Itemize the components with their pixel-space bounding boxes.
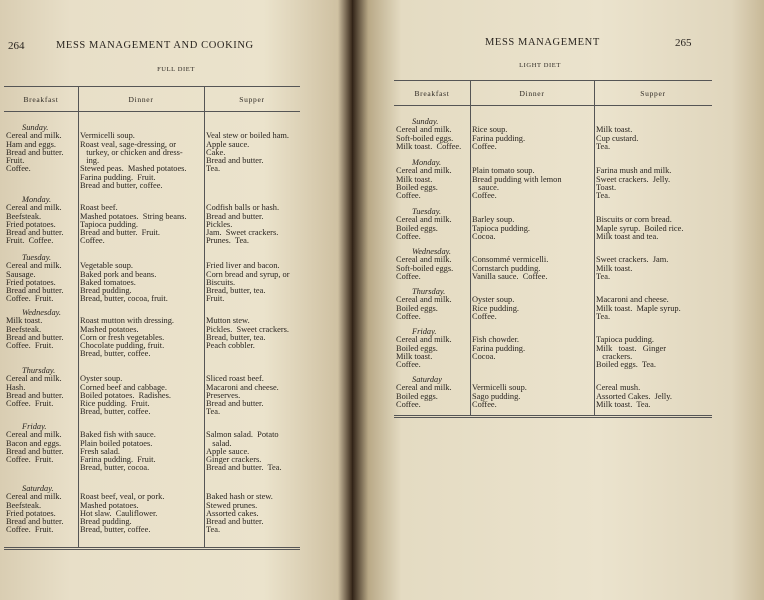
supper-cell: Macaroni and cheese. Milk toast. Maple syrup. Tea. xyxy=(596,295,681,321)
light-diet-table xyxy=(394,80,712,416)
column-header-dinner: Dinner xyxy=(470,81,594,106)
dinner-cell: Barley soup. Tapioca pudding. Cocoa. xyxy=(472,215,531,241)
day-label: Thursday. xyxy=(22,366,56,375)
day-label: Friday. xyxy=(22,422,47,431)
supper-cell: Sliced roast beef. Macaroni and cheese. Preserves. Bread and butter. Tea. xyxy=(206,374,279,417)
dinner-cell: Vegetable soup. Baked pork and beans. Baked tomatoes. Bread pudding. Bread, butter, cocoa, fruit. xyxy=(80,261,168,304)
supper-cell: Tapioca pudding. Milk toast. Ginger crackers. Boiled eggs. Tea. xyxy=(596,335,667,370)
dinner-cell: Baked fish with sauce. Plain boiled potatoes. Fresh salad. Farina pudding. Fruit. Bread, butter, cocoa. xyxy=(80,430,156,473)
day-label: Thursday. xyxy=(412,287,446,296)
column-header-dinner: Dinner xyxy=(78,87,204,112)
supper-cell: Farina mush and milk. Sweet crackers. Jelly. Toast. Tea. xyxy=(596,166,672,201)
breakfast-cell: Cereal and milk. Beefsteak. Fried potatoes. Bread and butter. Coffee. Fruit. xyxy=(6,492,64,535)
day-label: Monday. xyxy=(412,158,442,167)
supper-cell: Baked hash or stew. Stewed prunes. Assorted cakes. Bread and butter. Tea. xyxy=(206,492,273,535)
diet-title: FULL DIET xyxy=(157,66,195,73)
dinner-cell: Plain tomato soup. Bread pudding with lemon sauce. Coffee. xyxy=(472,166,562,201)
column-divider xyxy=(470,81,471,415)
dinner-cell: Roast beef, veal, or pork. Mashed potatoes. Hot slaw. Cauliflower. Bread pudding. Bread, butter, coffee. xyxy=(80,492,165,535)
dinner-cell: Vermicelli soup. Sago pudding. Coffee. xyxy=(472,383,527,409)
breakfast-cell: Milk toast. Beefsteak. Bread and butter. Coffee. Fruit. xyxy=(6,316,64,351)
page-number: 265 xyxy=(675,37,692,49)
supper-cell: Sweet crackers. Jam. Milk toast. Tea. xyxy=(596,255,669,281)
dinner-cell: Consommé vermicelli. Cornstarch pudding. Vanilla sauce. Coffee. xyxy=(472,255,549,281)
breakfast-cell: Cereal and milk. Boiled eggs. Coffee. xyxy=(396,215,452,241)
day-label: Tuesday. xyxy=(22,253,52,262)
column-header-breakfast: Breakfast xyxy=(394,81,470,106)
breakfast-cell: Cereal and milk. Boiled eggs. Coffee. xyxy=(396,383,452,409)
supper-cell: Fried liver and bacon. Corn bread and syrup, or Biscuits. Bread, butter, tea. Fruit. xyxy=(206,261,290,304)
day-label: Wednesday. xyxy=(412,247,451,256)
dinner-cell: Fish chowder. Farina pudding. Cocoa. xyxy=(472,335,526,361)
left-page xyxy=(0,0,352,600)
breakfast-cell: Cereal and milk. Boiled eggs. Coffee. xyxy=(396,295,452,321)
day-label: Wednesday. xyxy=(22,308,61,317)
day-label: Monday. xyxy=(22,195,52,204)
dinner-cell: Rice soup. Farina pudding. Coffee. xyxy=(472,125,526,151)
supper-cell: Codfish balls or hash. Bread and butter. Pickles. Jam. Sweet crackers. Prunes. Tea. xyxy=(206,203,280,246)
breakfast-cell: Cereal and milk. Milk toast. Boiled eggs. Coffee. xyxy=(396,166,452,201)
dinner-cell: Vermicelli soup. Roast veal, sage-dressing, or turkey, or chicken and dress- ing. Stewed peas. Mashed potatoes. Farina pudding. Fruit. Bread and butter, coffee. xyxy=(80,131,187,191)
dinner-cell: Roast beef. Mashed potatoes. String beans. Tapioca pudding. Bread and butter. Fruit. Coffee. xyxy=(80,203,187,246)
bottom-double-rule xyxy=(4,549,300,550)
supper-cell: Veal stew or boiled ham. Apple sauce. Cake. Bread and butter. Tea. xyxy=(206,131,290,174)
column-divider xyxy=(594,81,595,415)
running-head: MESS MANAGEMENT AND COOKING xyxy=(56,40,254,51)
breakfast-cell: Cereal and milk. Ham and eggs. Bread and butter. Fruit. Coffee. xyxy=(6,131,64,174)
supper-cell: Cereal mush. Assorted Cakes. Jelly. Milk toast. Tea. xyxy=(596,383,672,409)
dinner-cell: Roast mutton with dressing. Mashed potatoes. Corn or fresh vegetables. Chocolate pudding, fruit. Bread, butter, coffee. xyxy=(80,316,174,359)
supper-cell: Milk toast. Cup custard. Tea. xyxy=(596,125,639,151)
running-head: MESS MANAGEMENT xyxy=(485,37,600,48)
day-label: Friday. xyxy=(412,327,437,336)
column-divider xyxy=(78,87,79,547)
day-label: Sunday. xyxy=(22,123,49,132)
supper-cell: Mutton stew. Pickles. Sweet crackers. Bread, butter, tea. Peach cobbler. xyxy=(206,316,290,351)
day-label: Saturday xyxy=(412,375,442,384)
column-header-breakfast: Breakfast xyxy=(4,87,78,112)
page-number: 264 xyxy=(8,40,25,52)
breakfast-cell: Cereal and milk. Sausage. Fried potatoes. Bread and butter. Coffee. Fruit. xyxy=(6,261,64,304)
right-page xyxy=(352,0,764,600)
breakfast-cell: Cereal and milk. Boiled eggs. Milk toast. Coffee. xyxy=(396,335,452,370)
bottom-double-rule xyxy=(394,417,712,418)
supper-cell: Biscuits or corn bread. Maple syrup. Boiled rice. Milk toast and tea. xyxy=(596,215,684,241)
breakfast-cell: Cereal and milk. Hash. Bread and butter. Coffee. Fruit. xyxy=(6,374,64,409)
dinner-cell: Oyster soup. Rice pudding. Coffee. xyxy=(472,295,519,321)
day-label: Sunday. xyxy=(412,117,439,126)
breakfast-cell: Cereal and milk. Soft-boiled eggs. Coffee. xyxy=(396,255,454,281)
diet-title: LIGHT DIET xyxy=(519,62,561,69)
breakfast-cell: Cereal and milk. Bacon and eggs. Bread and butter. Coffee. Fruit. xyxy=(6,430,64,465)
full-diet-table xyxy=(4,86,300,548)
breakfast-cell: Cereal and milk. Beefsteak. Fried potatoes. Bread and butter. Fruit. Coffee. xyxy=(6,203,64,246)
dinner-cell: Oyster soup. Corned beef and cabbage. Boiled potatoes. Radishes. Rice pudding. Fruit. Bread, butter, coffee. xyxy=(80,374,171,417)
column-divider xyxy=(204,87,205,547)
column-header-supper: Supper xyxy=(594,81,712,106)
day-label: Tuesday. xyxy=(412,207,442,216)
column-header-supper: Supper xyxy=(204,87,300,112)
breakfast-cell: Cereal and milk. Soft-boiled eggs. Milk toast. Coffee. xyxy=(396,125,462,151)
day-label: Saturday. xyxy=(22,484,54,493)
supper-cell: Salmon salad. Potato salad. Apple sauce. Ginger crackers. Bread and butter. Tea. xyxy=(206,430,282,473)
